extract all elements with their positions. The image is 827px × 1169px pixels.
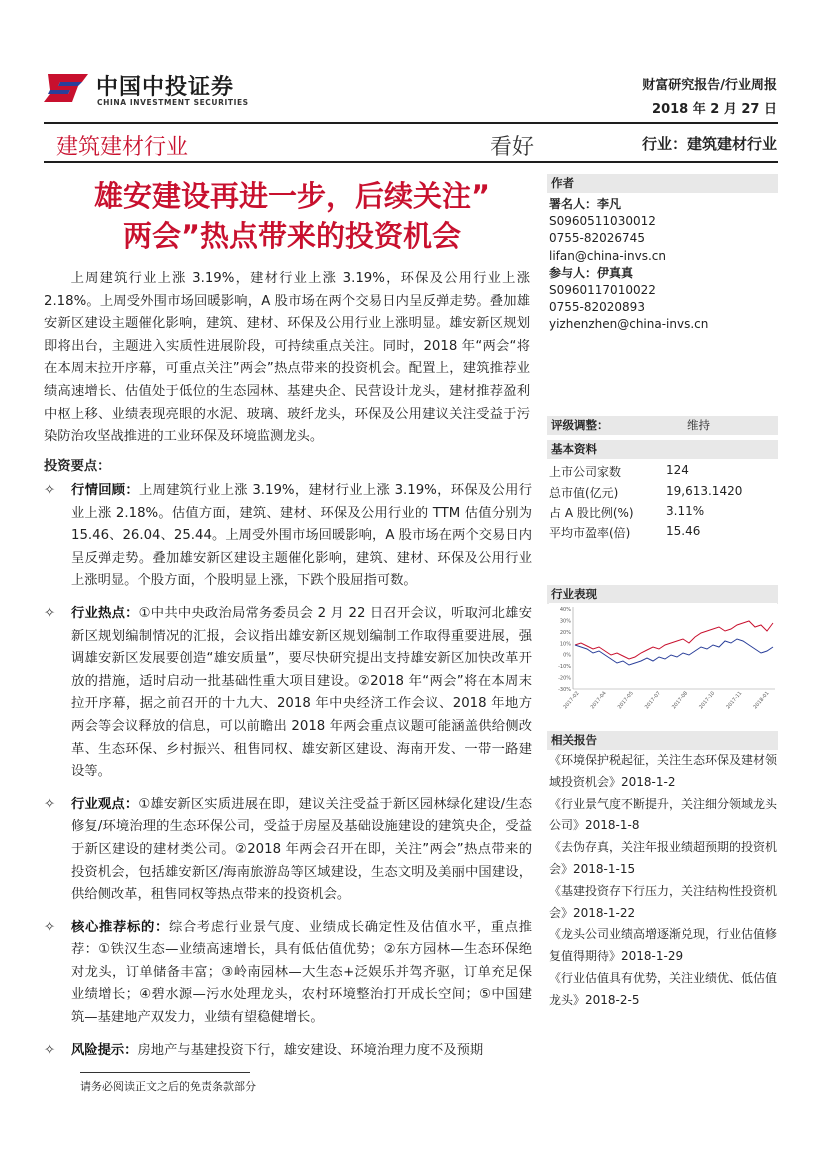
key-point-item <box>44 603 532 784</box>
footer-divider <box>80 1072 250 1073</box>
x-tick-label: 2017-05 <box>616 690 635 711</box>
diamond-bullet-icon: ✧ <box>44 483 56 498</box>
key-point-text: ①雄安新区实质进展在即，建议关注受益于新区园林绿化建设/生态修复/环境治理的生态环保公司，受益于房屋及基础设施建设的建筑央企，受益于新区建设的建材类公司。②2018 年两会召开在即，关注”两会”热点带来的投资机会，包括雄安新区/海南旅游岛等区域建设，生态文明及美丽中国建设，供给侧改革，租售同权等热点带来的投资机会。 <box>71 796 533 903</box>
signer-license: S0960511030012 <box>549 214 656 229</box>
performance-heading: 行业表现 <box>547 585 778 604</box>
basic-info-row <box>549 524 701 541</box>
related-report-item[interactable]: 《基建投资存下行压力，关注结构性投资机会》2018-1-22 <box>549 883 778 920</box>
rating-value: 维持 <box>687 418 710 432</box>
company-logo-icon <box>44 72 90 104</box>
diamond-bullet-icon: ✧ <box>44 1042 56 1058</box>
key-point-text: 上周建筑行业上涨 3.19%，建材行业上涨 3.19%，环保及公用行业上涨 2.18%。估值方面，建筑、建材、环保及公用行业的 TTM 估值分别为 15.46、26.04、25.44。上周受外围市场回暖影响，A 股市场在两个交易日内呈反弹走势。叠加雄安新区建设主题催化影响，建筑、建材、环保及公用行业上涨明显。个股方面，个股明显上涨，下跌个股屈指可数。 <box>71 483 533 589</box>
sector-rating: 看好 <box>490 135 535 160</box>
authors-heading: 作者 <box>547 174 778 193</box>
key-points-heading: 投资要点： <box>44 459 111 474</box>
sector-title: 建筑建材行业 <box>56 135 189 160</box>
report-title-line1: 雄安建设再进一步，后续关注” <box>93 179 491 213</box>
signer-email[interactable]: lifan@china-invs.cn <box>549 248 666 263</box>
participant-email[interactable]: yizhenzhen@china-invs.cn <box>549 317 709 332</box>
related-report-item[interactable]: 《环境保护税起征，关注生态环保及建材领域投资机会》2018-1-2 <box>549 753 778 789</box>
y-tick-label: 30% <box>559 618 571 625</box>
key-point-item <box>44 794 532 907</box>
x-tick-label: 2017-04 <box>589 690 608 711</box>
key-point-text: ①中共中央政治局常务委员会 2 月 22 日召开会议，听取河北雄安新区规划编制情况的汇报，会议指出雄安新区规划编制工作取得重要进展，强调雄安新区发展要创造“雄安质量”，要尽快研究提出支持雄安新区加快改革开放的措施，适时启动一批基础性重大项目建设。②2018 年“两会”将在本周末拉开序幕，据之前召开的十九大、2018 年中央经济工作会议、2018 年地方两会等会议释放的信息，可以前瞻出 2018 年两会重点议题可能涵盖供给侧改革、生态环保、乡村振兴、租售同权、雄安新区建设、海南开发、一带一路建设等。 <box>71 605 533 780</box>
signer-name: 署名人：李凡 <box>549 197 622 211</box>
key-points-list <box>44 480 532 1072</box>
diamond-bullet-icon: ✧ <box>44 796 56 812</box>
participant-phone: 0755-82020893 <box>549 300 645 315</box>
y-tick-label: -10% <box>558 664 571 671</box>
basic-info-value: 19,613.1420 <box>666 484 743 498</box>
basic-info-row <box>549 504 705 521</box>
signer-phone: 0755-82026745 <box>549 231 645 246</box>
related-reports-list <box>549 750 777 1012</box>
sector-label: 行业：建筑建材行业 <box>641 135 777 153</box>
diamond-bullet-icon: ✧ <box>44 919 56 935</box>
x-tick-label: 2017-08 <box>671 690 690 711</box>
y-tick-label: 40% <box>559 607 571 613</box>
key-point-label: 行业热点： <box>71 605 139 621</box>
basic-info-value: 3.11% <box>666 504 705 518</box>
key-point-item <box>44 1040 532 1063</box>
summary-paragraph: 上周建筑行业上涨 3.19%，建材行业上涨 3.19%，环保及公用行业上涨 2.18%。上周受外围市场回暖影响，A 股市场在两个交易日内呈反弹走势。叠加雄安新区建设主题催化影响，建筑、建材、环保及公用行业上涨明显。雄安新区规划即将出台，主题进入实质性进展阶段，可持续重点关注。同时，2018 年“两会“将在本周末拉开序幕，可重点关注”两会”热点带来的投资机会。配置上，建筑推荐业绩高速增长、估值处于低位的生态园林、基建央企、民营设计龙头，建材推荐盈利中枢上移、业绩表现亮眼的水泥、玻璃、玻纤龙头，环保及公用建议关注受益于污染防治攻坚战推进的工业环保及环境监测龙头。 <box>44 271 530 445</box>
key-point-item <box>44 917 532 1030</box>
key-point-label: 行业观点： <box>71 796 139 812</box>
report-date: 2018 年 2 月 27 日 <box>652 102 777 117</box>
basic-info-value: 124 <box>666 463 689 477</box>
y-tick-label: 0% <box>563 652 571 659</box>
header-divider-top <box>44 122 778 124</box>
basic-info-label: 平均市盈率(倍) <box>549 526 631 540</box>
diamond-bullet-icon: ✧ <box>44 605 56 621</box>
rating-row <box>547 416 778 435</box>
key-point-label: 风险提示： <box>71 1042 138 1058</box>
rating-label: 评级调整： <box>551 418 609 432</box>
basic-info-row <box>549 463 689 480</box>
logo-chinese-name: 中国中投证券 <box>96 75 235 100</box>
header-divider-bottom <box>44 161 778 163</box>
basic-info-heading: 基本资料 <box>547 440 778 459</box>
participant-license: S0960117010022 <box>549 283 656 298</box>
x-tick-label: 2017-11 <box>725 690 744 711</box>
y-tick-label: -20% <box>558 675 571 682</box>
related-report-item[interactable]: 《行业估值具有优势，关注业绩优、低估值龙头》2018-2-5 <box>549 970 778 1007</box>
related-report-item[interactable]: 《龙头公司业绩高增逐渐兑现，行业估值修复值得期待》2018-1-29 <box>549 927 778 964</box>
industry-performance-chart <box>549 603 777 717</box>
basic-info-label: 上市公司家数 <box>549 465 622 479</box>
basic-info-row <box>549 484 743 501</box>
basic-info-label: 占 A 股比例(%) <box>549 506 634 520</box>
report-title <box>44 176 540 256</box>
basic-info-label: 总市值(亿元) <box>549 486 619 500</box>
y-tick-label: -30% <box>558 687 571 693</box>
related-report-item[interactable]: 《去伪存真，关注年报业绩超预期的投资机会》2018-1-15 <box>549 840 778 876</box>
logo-english-name: CHINA INVESTMENT SECURITIES <box>97 98 249 107</box>
y-tick-label: 10% <box>559 641 571 648</box>
report-type: 财富研究报告/行业周报 <box>642 78 777 93</box>
basic-info-value: 15.46 <box>666 524 701 538</box>
authors-block <box>549 196 708 334</box>
key-point-label: 核心推荐标的： <box>71 919 169 935</box>
disclaimer-note: 请务必阅读正文之后的免责条款部分 <box>80 1080 256 1093</box>
x-tick-label: 2017-02 <box>562 690 581 711</box>
related-reports-heading: 相关报告 <box>547 731 778 750</box>
x-tick-label: 2018-01 <box>752 690 771 711</box>
x-tick-label: 2017-07 <box>643 690 662 711</box>
key-point-item <box>44 480 532 593</box>
report-title-line2: 两会”热点带来的投资机会 <box>122 219 462 253</box>
key-point-text: 房地产与基建投资下行，雄安建设、环境治理力度不及预期 <box>137 1042 484 1058</box>
key-point-text: 综合考虑行业景气度、业绩成长确定性及估值水平，重点推荐：①铁汉生态—业绩高速增长，具有低估值优势；②东方园林—生态环保绝对龙头，订单储备丰富；③岭南园林—大生态+泛娱乐并驾齐驱，订单充足保业绩增长；④碧水源—污水处理龙头，农村环境整治打开成长空间；⑤中国建筑—基建地产双发力，业绩有望稳健增长。 <box>71 919 533 1026</box>
x-tick-label: 2017-10 <box>698 690 717 711</box>
key-point-label: 行情回顾： <box>71 483 139 498</box>
related-report-item[interactable]: 《行业景气度不断提升，关注细分领域龙头公司》2018-1-8 <box>549 796 778 833</box>
y-tick-label: 20% <box>559 629 571 636</box>
participant-name: 参与人：伊真真 <box>549 265 634 280</box>
